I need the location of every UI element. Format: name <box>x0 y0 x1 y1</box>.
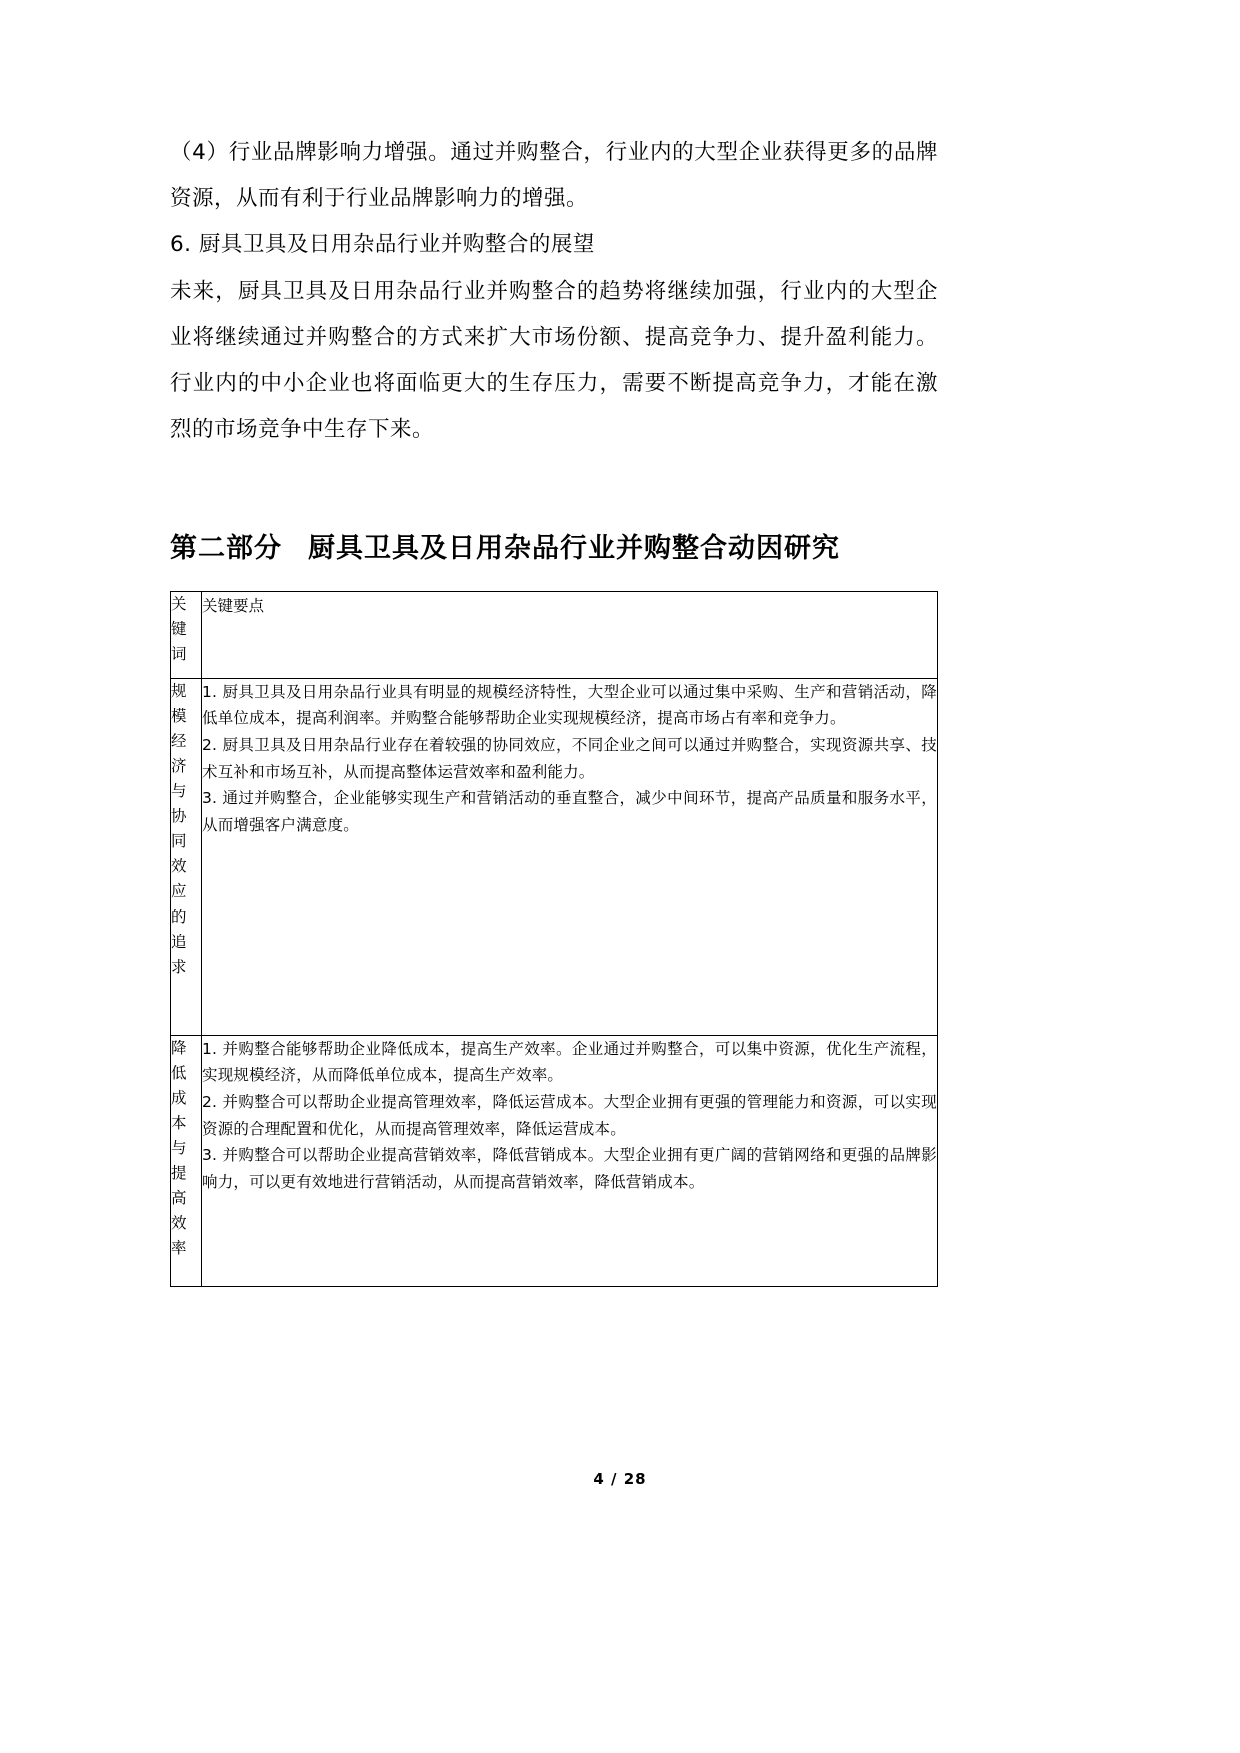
table-row <box>171 1035 938 1286</box>
points-header-label: 关键要点 <box>202 596 265 615</box>
paragraph-outlook: 未来，厨具卫具及日用杂品行业并购整合的趋势将继续加强，行业内的大型企业将继续通过并购整合的方式来扩大市场份额、提高竞争力、提升盈利能力。行业内的中小企业也将面临更大的生存压力，需要不断提高竞争力，才能在激烈的市场竞争中生存下来。 <box>170 278 938 443</box>
table-cell-points <box>202 1035 938 1286</box>
table-row-header <box>171 591 938 678</box>
keyword-label: 降低成本与提高效率 <box>171 1038 187 1258</box>
table-cell-keyword-header <box>171 591 202 678</box>
key-point-item: 1. 并购整合能够帮助企业降低成本，提高生产效率。企业通过并购整合，可以集中资源，优化生产流程，实现规模经济，从而降低单位成本，提高生产效率。 <box>202 1039 937 1085</box>
key-point-item: 1. 厨具卫具及日用杂品行业具有明显的规模经济特性，大型企业可以通过集中采购、生产和营销活动，降低单位成本，提高利润率。并购整合能够帮助企业实现规模经济，提高市场占有率和竞争力。 <box>202 682 937 728</box>
table-row <box>171 678 938 1035</box>
key-point-item: 2. 厨具卫具及日用杂品行业存在着较强的协同效应，不同企业之间可以通过并购整合，实现资源共享、技术互补和市场互补，从而提高整体运营效率和盈利能力。 <box>202 735 937 781</box>
key-point-item: 3. 通过并购整合，企业能够实现生产和营销活动的垂直整合，减少中间环节，提高产品质量和服务水平，从而增强客户满意度。 <box>202 789 937 834</box>
section-title-prefix: 第二部分 <box>170 532 282 564</box>
section-title <box>170 454 938 587</box>
table-cell-keyword <box>171 1035 202 1286</box>
table-cell-points-header <box>202 591 938 678</box>
key-points-table <box>170 591 938 1287</box>
keyword-header-label: 关键词 <box>171 594 187 663</box>
paragraph-brand-influence: （4）行业品牌影响力增强。通过并购整合，行业内的大型企业获得更多的品牌资源，从而有利于行业品牌影响力的增强。 <box>170 140 938 212</box>
key-point-item: 2. 并购整合可以帮助企业提高管理效率，降低运营成本。大型企业拥有更强的管理能力和资源，可以实现资源的合理配置和优化，从而提高管理效率，降低运营成本。 <box>202 1092 937 1138</box>
document-content <box>170 130 938 1287</box>
table-cell-points <box>202 678 938 1035</box>
table-cell-keyword <box>171 678 202 1035</box>
page-footer: 4 / 28 <box>593 1470 647 1488</box>
section-title-main: 厨具卫具及日用杂品行业并购整合动因研究 <box>308 532 840 564</box>
heading-outlook: 6. 厨具卫具及日用杂品行业并购整合的展望 <box>170 232 595 258</box>
keyword-label: 规模经济与协同效应的追求 <box>171 681 187 976</box>
key-point-item: 3. 并购整合可以帮助企业提高营销效率，降低营销成本。大型企业拥有更广阔的营销网络和更强的品牌影响力，可以更有效地进行营销活动，从而提高营销效率，降低营销成本。 <box>202 1146 937 1191</box>
